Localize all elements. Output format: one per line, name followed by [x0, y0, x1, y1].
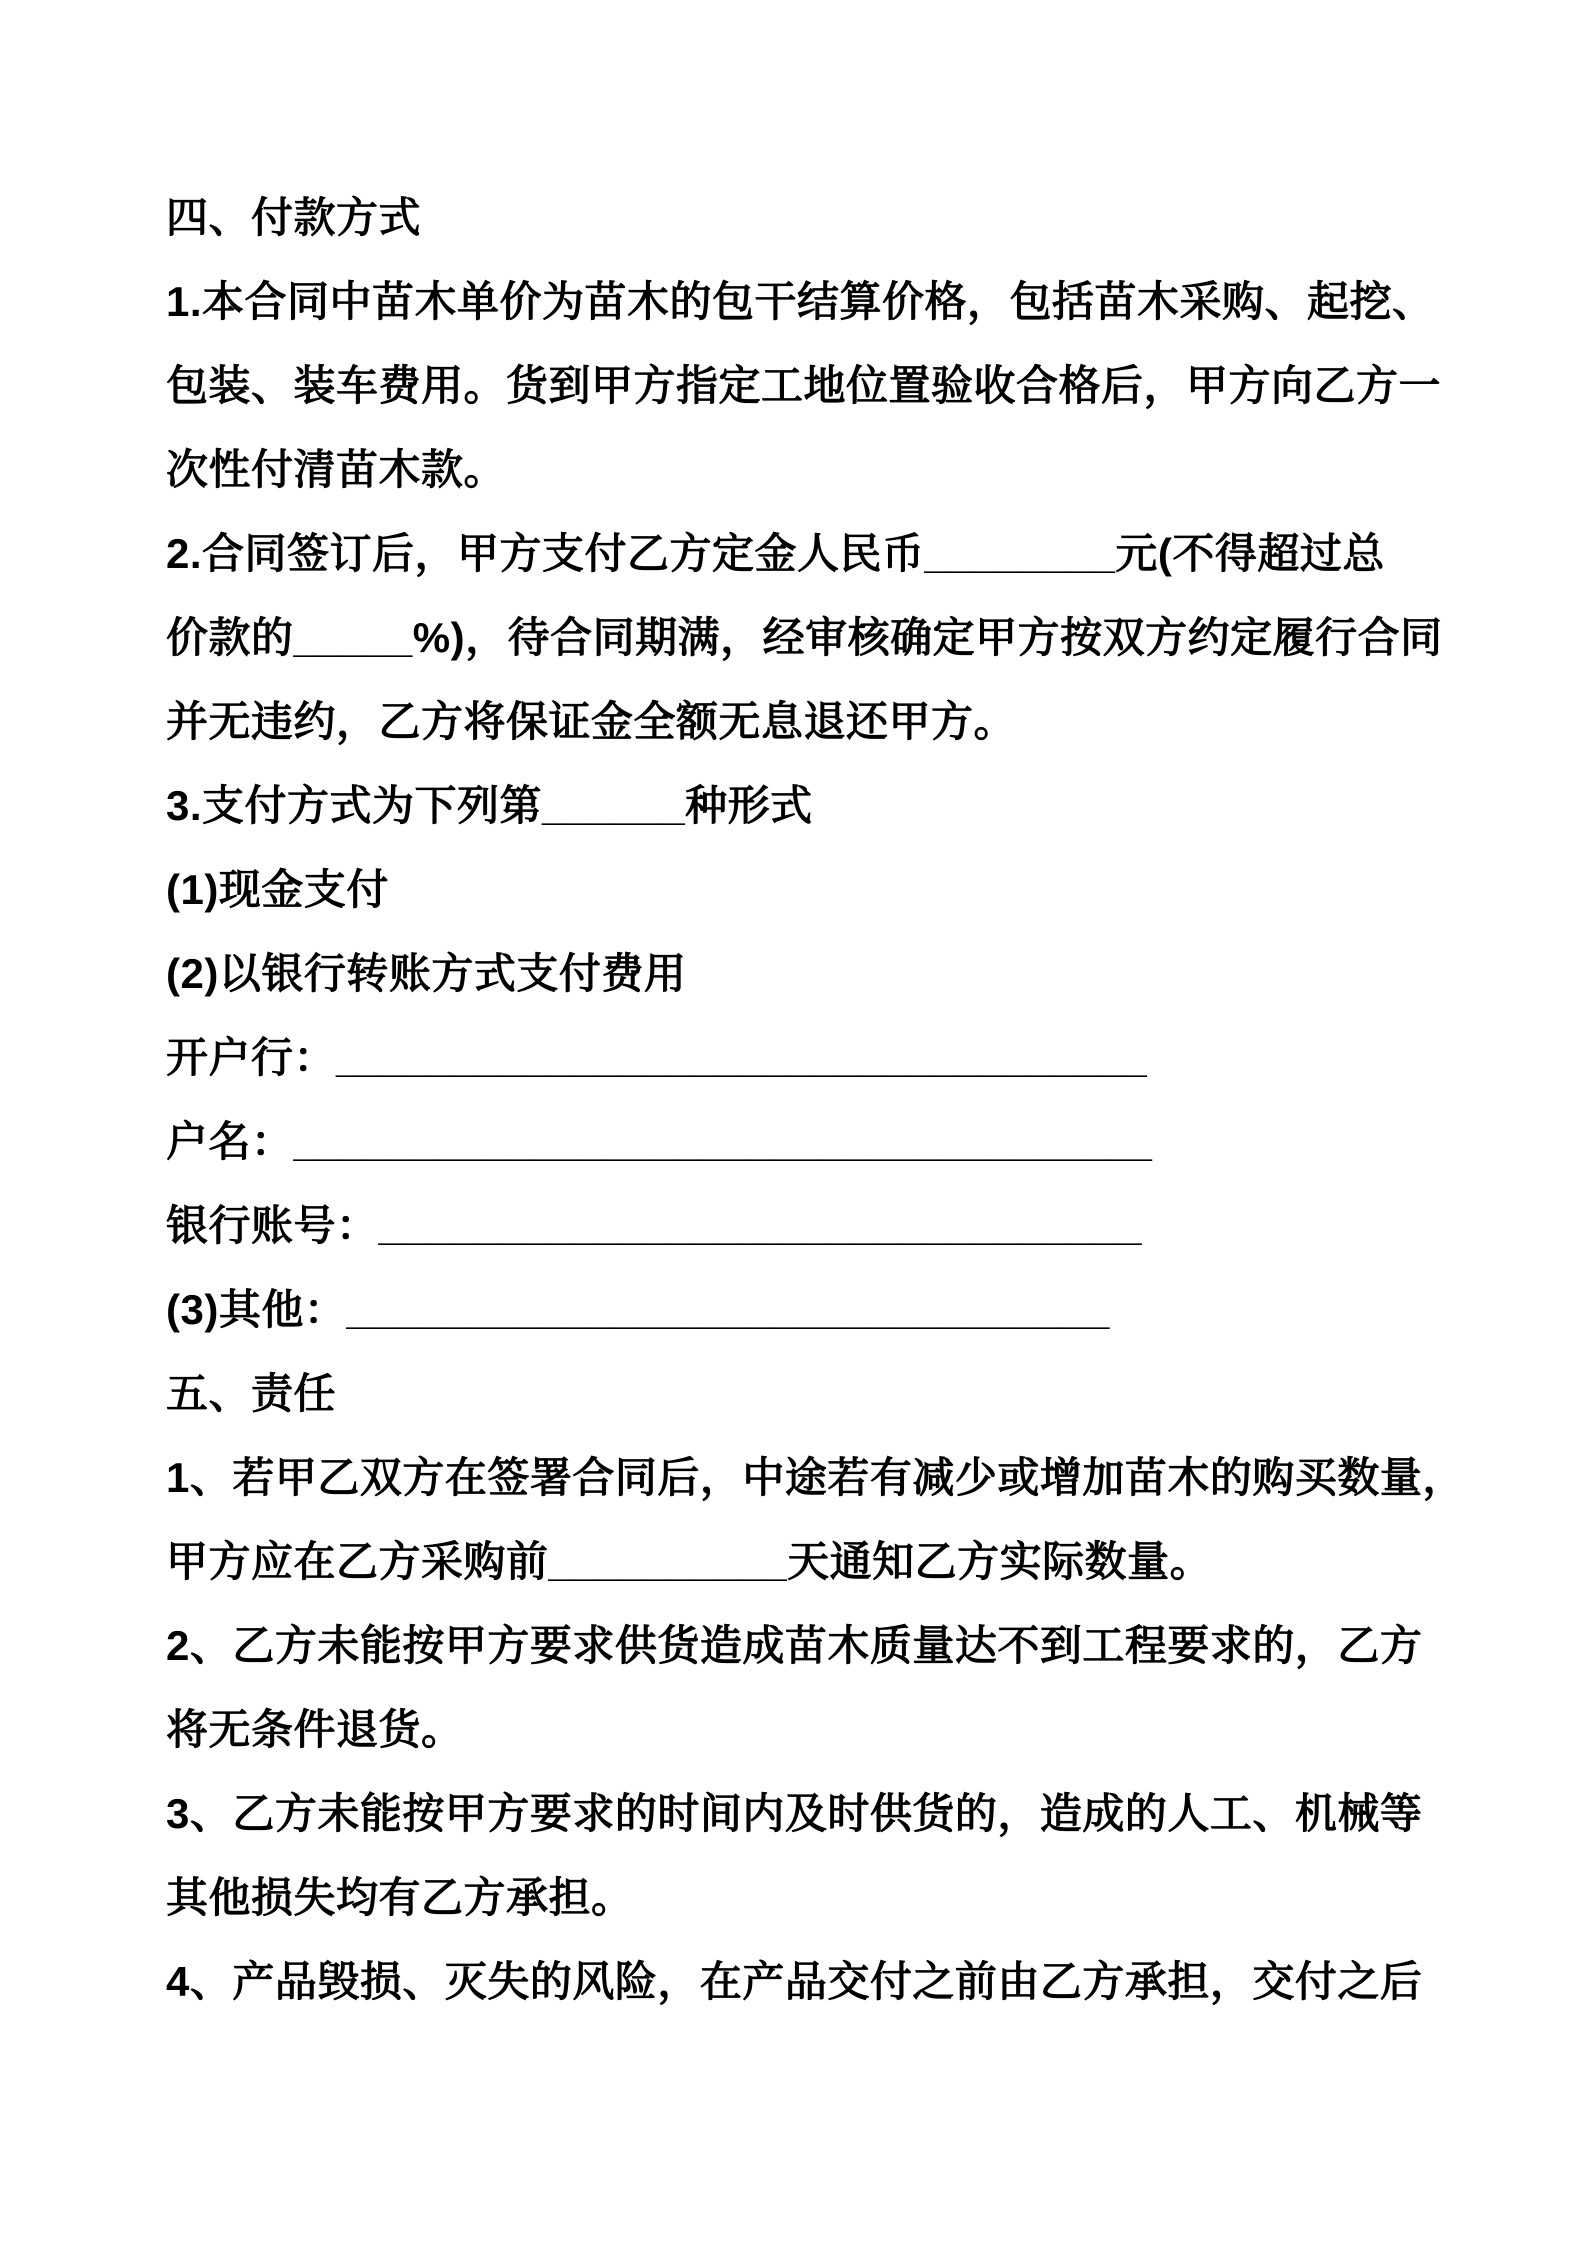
- responsibility-clause-3-line-2: 其他损失均有乙方承担。: [166, 1874, 634, 1921]
- responsibility-clause-4-line-1: 4、产品毁损、灭失的风险，在产品交付之前由乙方承担，交付之后: [166, 1958, 1423, 2005]
- payment-clause-2-line-2: 价款的_____%)，待合同期满，经审核确定甲方按双方约定履行合同: [166, 614, 1443, 661]
- payment-clause-1-line-2: 包装、装车费用。货到甲方指定工地位置验收合格后，甲方向乙方一: [166, 362, 1442, 409]
- responsibility-clause-3-line-1: 3、乙方未能按甲方要求的时间内及时供货的，造成的人工、机械等: [166, 1790, 1423, 1837]
- section-heading-payment-method: 四、付款方式: [166, 194, 422, 241]
- payment-clause-1-line-1: 1.本合同中苗木单价为苗木的包干结算价格，包括苗木采购、起挖、: [166, 278, 1435, 325]
- responsibility-clause-1-line-1: 1、若甲乙双方在签署合同后，中途若有减少或增加苗木的购买数量，: [166, 1454, 1465, 1501]
- responsibility-clause-1-line-2: 甲方应在乙方采购前__________天通知乙方实际数量。: [166, 1538, 1213, 1585]
- section-heading-responsibility: 五、责任: [166, 1370, 337, 1417]
- payment-clause-3: 3.支付方式为下列第______种形式: [166, 782, 813, 829]
- responsibility-clause-2-line-1: 2、乙方未能按甲方要求供货造成苗木质量达不到工程要求的，乙方: [166, 1622, 1423, 1669]
- account-name-blank-line: 户名：____________________________________: [166, 1118, 1153, 1165]
- payment-clause-1-line-3: 次性付清苗木款。: [166, 446, 507, 493]
- payment-option-1-cash: (1)现金支付: [166, 866, 389, 913]
- payment-clause-2-line-1: 2.合同签订后，甲方支付乙方定金人民币________元(不得超过总: [166, 530, 1385, 577]
- payment-option-2-bank-transfer: (2)以银行转账方式支付费用: [166, 950, 687, 997]
- payment-clause-2-line-3: 并无违约，乙方将保证金全额无息退还甲方。: [166, 698, 1017, 745]
- responsibility-clause-2-line-2: 将无条件退货。: [166, 1706, 464, 1753]
- bank-account-number-blank-line: 银行账号：________________________________: [166, 1202, 1142, 1249]
- payment-option-3-other-blank-line: (3)其他：________________________________: [166, 1286, 1110, 1333]
- bank-branch-blank-line: 开户行：__________________________________: [166, 1034, 1148, 1081]
